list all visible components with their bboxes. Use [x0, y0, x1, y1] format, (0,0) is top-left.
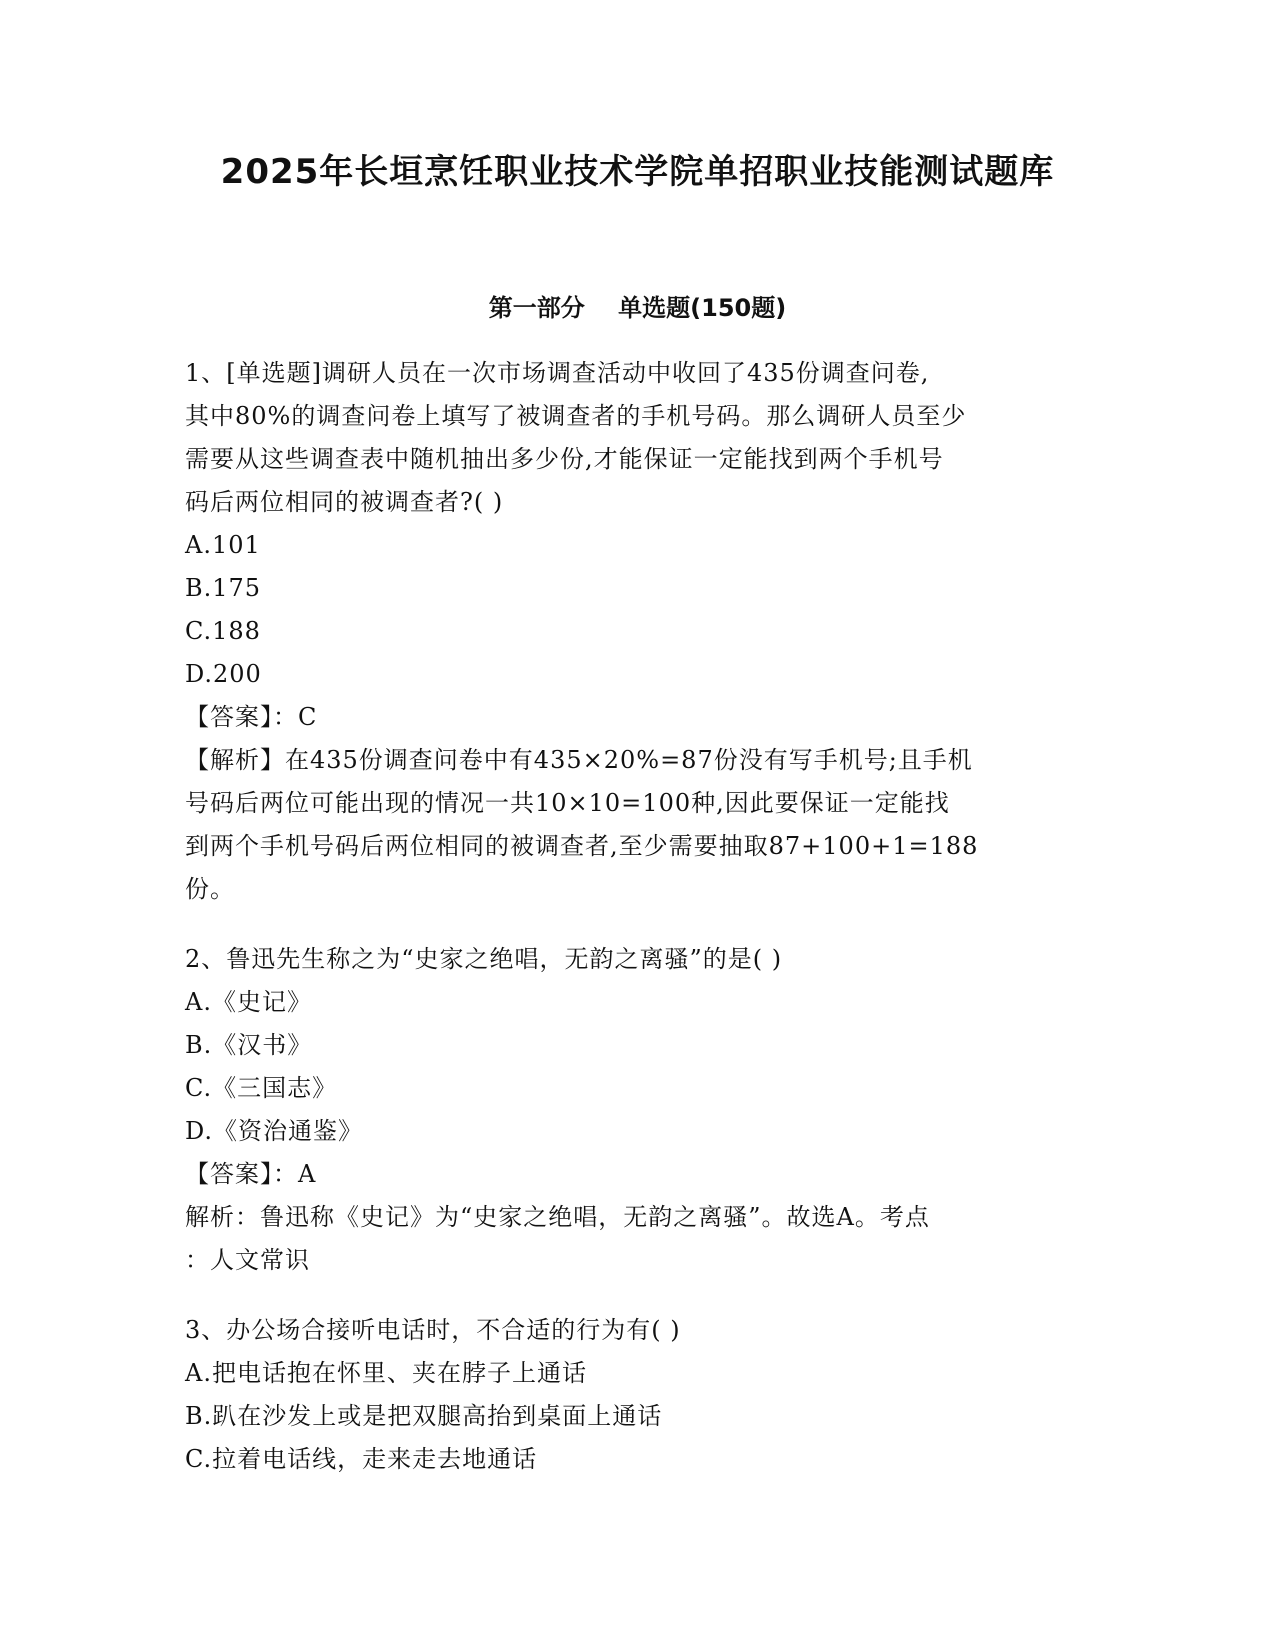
option-d: D.《资治通鉴》: [185, 1117, 364, 1145]
option-c: C.拉着电话线，走来走去地通话: [185, 1445, 538, 1473]
question-1: [185, 352, 1085, 911]
option-b: B.《汉书》: [185, 1031, 313, 1059]
analysis-line: 解析：鲁迅称《史记》为“史家之绝唱，无韵之离骚”。故选A。考点: [185, 1203, 930, 1231]
question-2: [185, 938, 1085, 1282]
question-stem-line: 1、[单选题]调研人员在一次市场调查活动中收回了435份调查问卷,: [185, 359, 930, 387]
analysis-line: ：人文常识: [185, 1246, 310, 1274]
option-c: C.《三国志》: [185, 1074, 338, 1102]
option-a: A.101: [185, 531, 261, 559]
option-a: A.《史记》: [185, 988, 312, 1016]
answer-line: 【答案】：C: [185, 703, 318, 731]
option-c: C.188: [185, 617, 261, 645]
analysis-line: 到两个手机号码后两位相同的被调查者,至少需要抽取87+100+1=188: [185, 832, 979, 860]
question-stem-line: 2、鲁迅先生称之为“史家之绝唱，无韵之离骚”的是( ): [185, 945, 783, 973]
option-b: B.趴在沙发上或是把双腿高抬到桌面上通话: [185, 1402, 663, 1430]
question-stem-line: 其中80%的调查问卷上填写了被调查者的手机号码。那么调研人员至少: [185, 402, 967, 430]
section-heading: 第一部分 单选题(150题): [488, 294, 787, 322]
option-b: B.175: [185, 574, 262, 602]
analysis-line: 号码后两位可能出现的情况一共10×10=100种,因此要保证一定能找: [185, 789, 950, 817]
option-a: A.把电话抱在怀里、夹在脖子上通话: [185, 1359, 587, 1387]
question-3: [185, 1309, 1085, 1481]
document-title: 2025年长垣烹饪职业技术学院单招职业技能测试题库: [220, 152, 1055, 192]
question-stem-line: 码后两位相同的被调查者?( ): [185, 488, 504, 516]
answer-line: 【答案】：A: [185, 1160, 317, 1188]
question-stem-line: 需要从这些调查表中随机抽出多少份,才能保证一定能找到两个手机号: [185, 445, 944, 473]
analysis-line: 【解析】在435份调查问卷中有435×20%=87份没有写手机号;且手机: [185, 746, 973, 774]
question-stem-line: 3、办公场合接听电话时，不合适的行为有( ): [185, 1316, 681, 1344]
option-d: D.200: [185, 660, 262, 688]
analysis-line: 份。: [185, 875, 235, 903]
